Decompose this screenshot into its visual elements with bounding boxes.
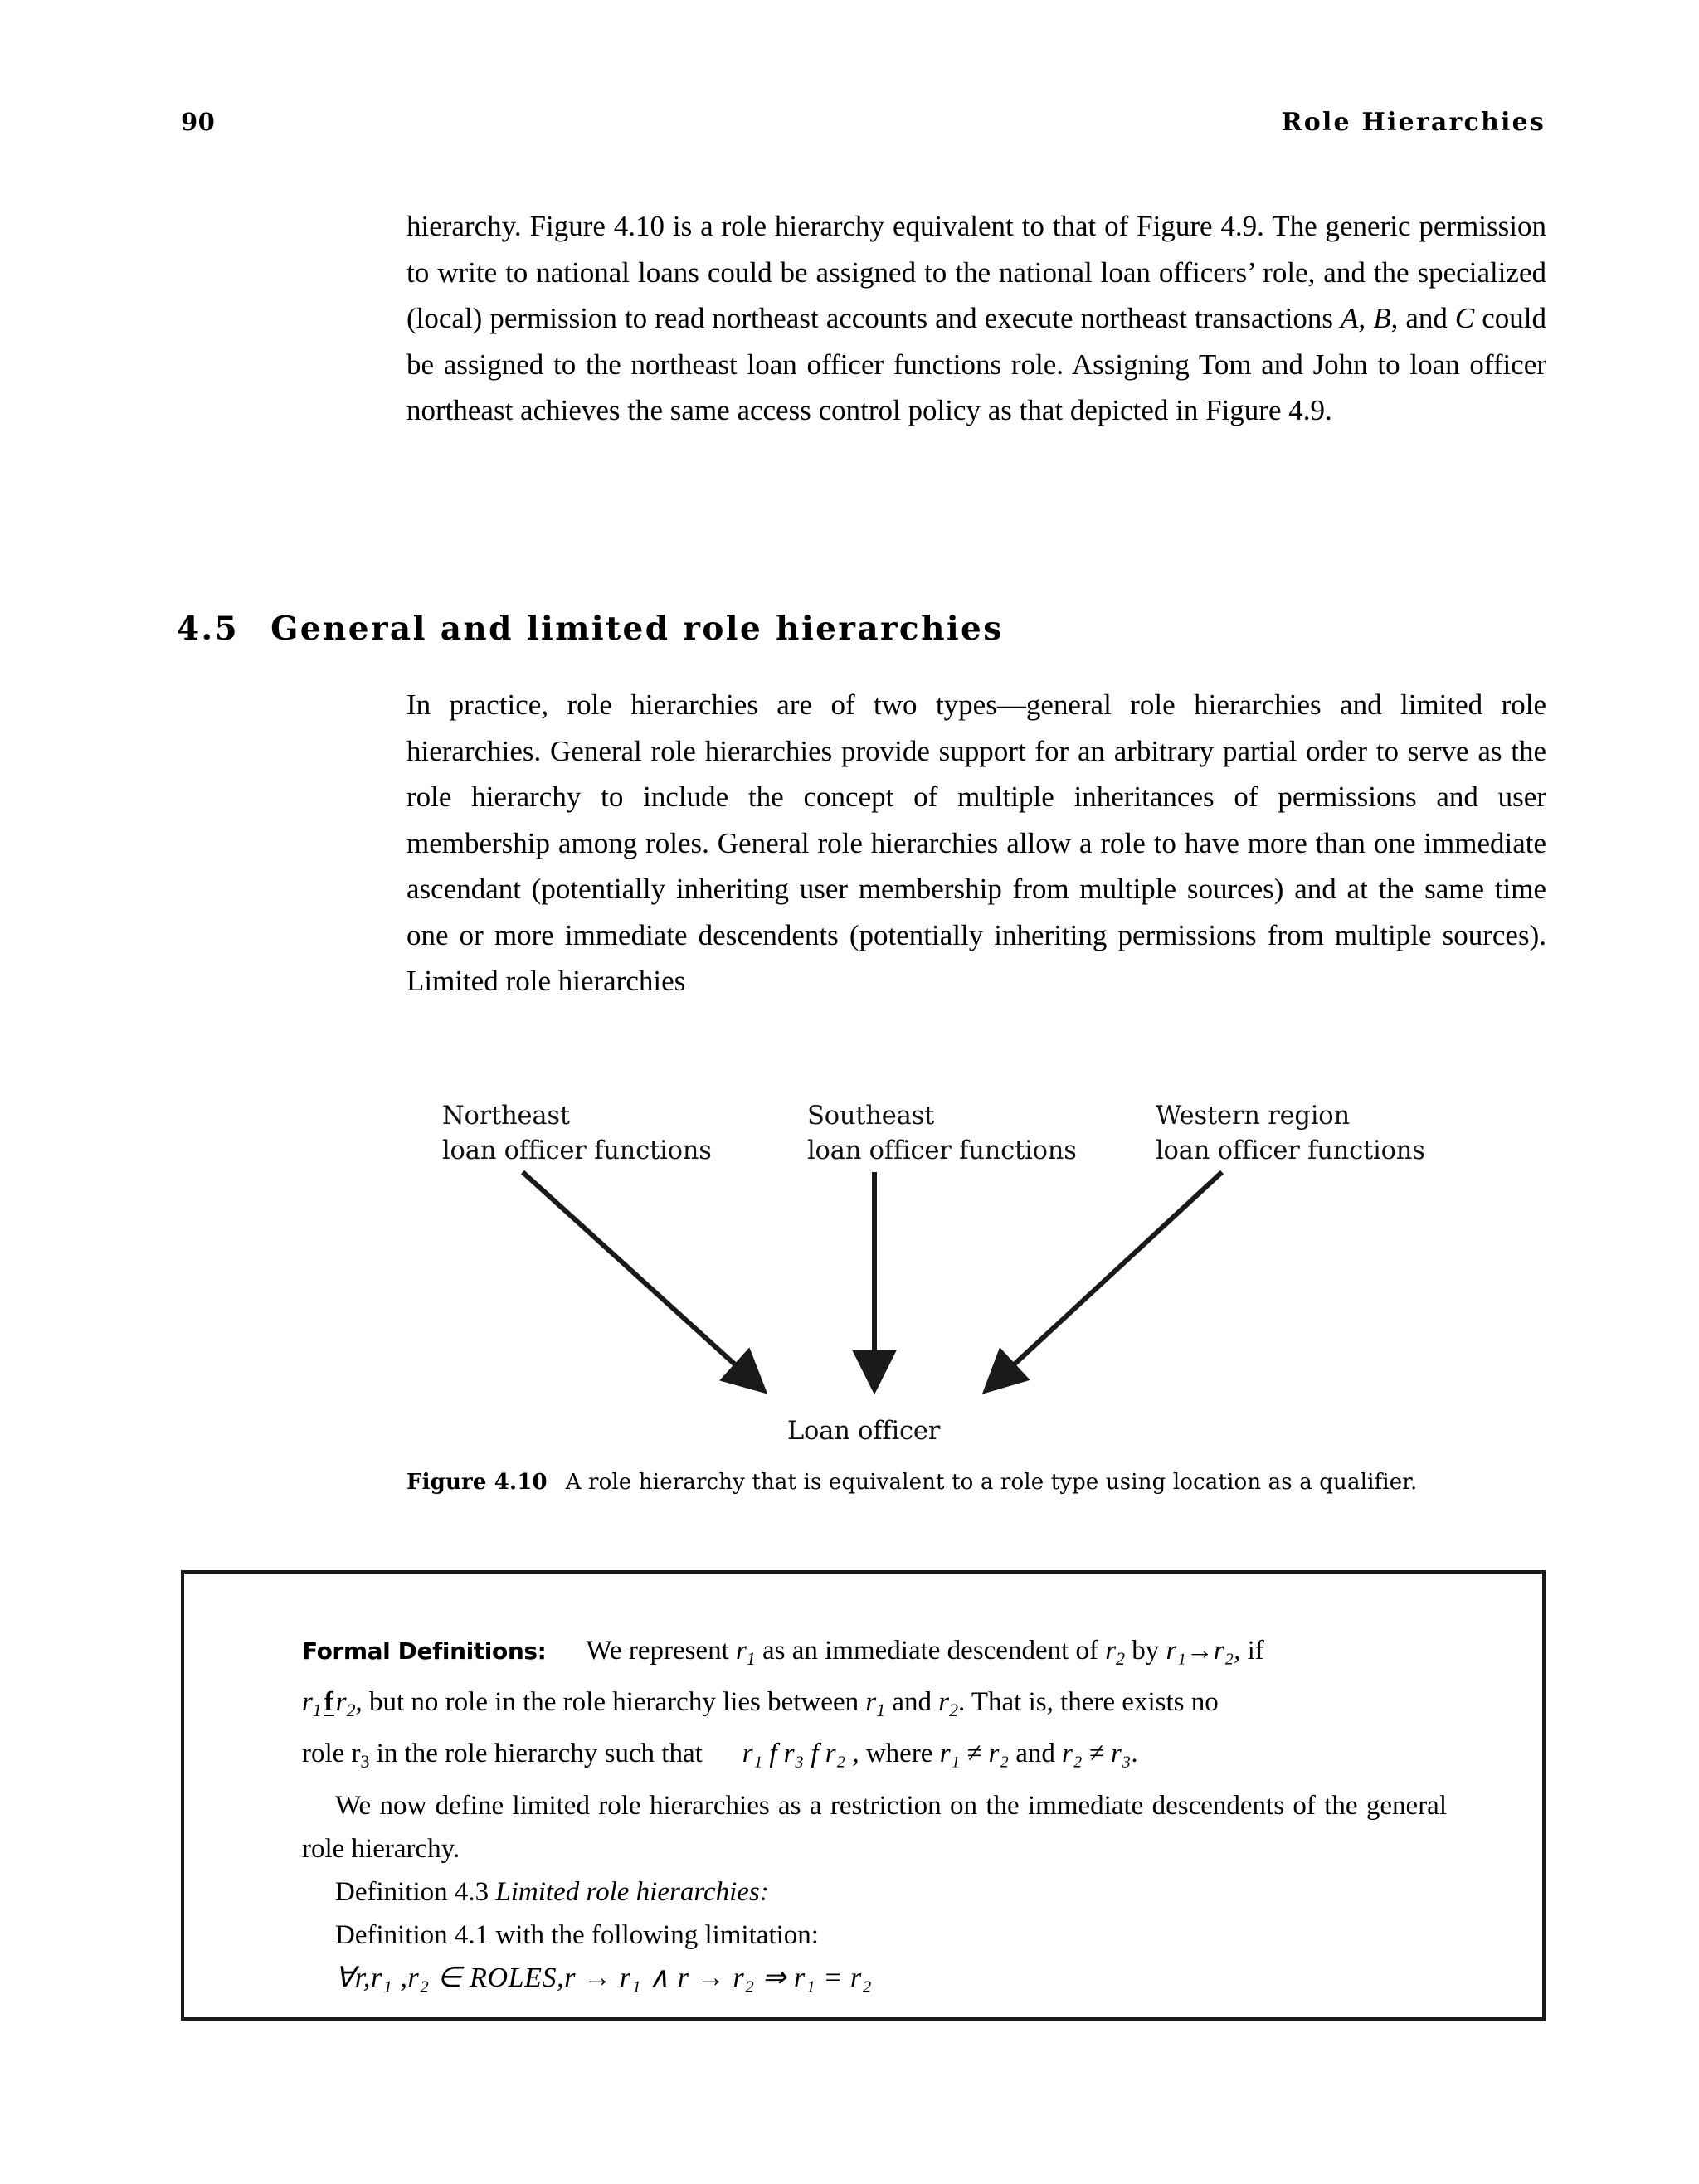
fd-line2-r2-sub: 2 [346, 1700, 356, 1721]
figure-node-loan-officer: Loan officer [787, 1417, 941, 1446]
fd-line3-inequality-2: r₂ ≠ r₃ [1062, 1739, 1132, 1769]
fd-line2-r2b-sub: 2 [949, 1700, 958, 1721]
definition-4-3-line [302, 1870, 1447, 1914]
fd-line2-r2b: r [938, 1687, 950, 1718]
transaction-b: B [1373, 302, 1391, 334]
fd-limited-text: We now define limited role hierarchies as a restriction on the immediate descendents of the general role hierarchy. [302, 1790, 1447, 1864]
intro-paragraph [406, 203, 1546, 434]
fd-line2-r2: r [335, 1687, 347, 1718]
fd-line2-text-c: . That is, there exists no [957, 1687, 1219, 1718]
transaction-a: A [1341, 302, 1359, 334]
page-number: 90 [181, 108, 216, 136]
figure-node-northeast-line2: loan officer functions [442, 1136, 712, 1165]
intro-text-part-3: , and [1390, 302, 1455, 334]
formal-definitions-box [181, 1570, 1546, 2021]
figure-caption [406, 1467, 1546, 1498]
section-body-paragraph: In practice, role hierarchies are of two types—general role hierarchies and limited role hierarchies. General role hierarchies provide support for an arbitrary partial order to serve as the role hierarchy to include the concept of multiple inheritances of permissions and user membership among roles. General role hierarchies allow a role to have more than one immediate ascendant (potentially inheriting user membership from multiple sources) and at the same time one or more immediate descendents (potentially inheriting permissions from multiple sources). Limited role hierarchies [406, 688, 1546, 997]
figure-node-western-line2: loan officer functions [1156, 1136, 1425, 1165]
figure-node-western [1156, 1099, 1425, 1169]
running-header [181, 108, 1546, 149]
fd-line3-text-b: in the role hierarchy such that [369, 1739, 703, 1769]
figure-node-western-line1: Western region [1156, 1102, 1350, 1131]
fd-line2-text-b: and [885, 1687, 939, 1718]
figure-caption-label: Figure 4.10 [406, 1470, 548, 1495]
intro-text-part-2: , [1358, 302, 1374, 334]
definition-4-1-line [302, 1914, 1447, 1957]
edge-western-to-loan-officer [987, 1172, 1222, 1389]
formal-definitions-content [302, 1629, 1447, 2000]
definition-41-text: Definition 4.1 with the following limitation: [335, 1919, 819, 1950]
formal-definitions-line-3 [302, 1732, 1447, 1783]
section-body-container [406, 682, 1546, 1004]
definition-43-title: Limited role hierarchies: [495, 1876, 769, 1907]
fd-line3-r3-sub: 3 [360, 1752, 370, 1773]
fd-line1-text-a: We represent [586, 1636, 737, 1666]
formal-definitions-line-1 [302, 1629, 1447, 1681]
fd-line1-text-b: as an immediate descendent of [755, 1636, 1106, 1666]
figure-node-southeast-line2: loan officer functions [807, 1136, 1077, 1165]
figure-caption-text: A role hierarchy that is equivalent to a role type using location as a qualifier. [565, 1470, 1418, 1495]
fd-line1-r1-sub: 1 [746, 1649, 756, 1670]
fd-line3-text-a: role r [302, 1739, 361, 1769]
figure-node-southeast-line1: Southeast [807, 1102, 935, 1131]
fd-line2-text-a: , but no role in the role hierarchy lies between [355, 1687, 866, 1718]
fd-line1-r1: r [736, 1636, 747, 1666]
formal-definitions-limited-paragraph [302, 1784, 1447, 1870]
figure-node-northeast [442, 1099, 712, 1169]
intro-text-part-4: could be assigned to the northeast loan officer functions role. Assigning Tom and John to loan officer northeast achieves the same access control policy as that depicted in Figure 4.9. [406, 302, 1546, 426]
transaction-c: C [1454, 302, 1475, 334]
intro-text-part-1: hierarchy. Figure 4.10 is a role hierarchy equivalent to that of Figure 4.9. The generic permission to write to national loans could be assigned to the national loan officers’ role, and the specialized (local) permission to read northeast accounts and execute northeast transactions [406, 210, 1546, 334]
fd-line2-r1-sub: 1 [312, 1700, 322, 1721]
fd-line2-r1b-sub: 1 [876, 1700, 886, 1721]
limitation-formula: ∀r,r₁ ,r₂ ∈ ROLES,r → r₁ ∧ r → r₂ ⇒ r₁ = r₂ [335, 1962, 873, 1993]
figure-node-northeast-line1: Northeast [442, 1102, 570, 1131]
formal-definitions-line-2 [302, 1681, 1447, 1732]
edge-northeast-to-loan-officer [523, 1172, 762, 1389]
fd-line1-text-d: if [1240, 1636, 1264, 1666]
header-title: Role Hierarchies [1281, 108, 1546, 137]
formal-definitions-label: Formal Definitions: [302, 1637, 547, 1665]
fd-line2-r1: r [302, 1687, 313, 1718]
definition-43-label: Definition 4.3 [335, 1876, 496, 1907]
section-heading [177, 610, 1004, 648]
fd-line1-r2-sub: 2 [1116, 1649, 1125, 1670]
figure-node-southeast [807, 1099, 1077, 1169]
fd-line3-expression: r₁ f r₃ f r₂ , [742, 1739, 859, 1769]
fd-line1-r2: r [1105, 1636, 1117, 1666]
intro-paragraph-container [406, 203, 1546, 434]
fd-line3-inequality-1: r₁ ≠ r₂ [939, 1739, 1009, 1769]
fd-line2-r1b: r [865, 1687, 877, 1718]
fd-line3-text-d: and [1008, 1739, 1063, 1769]
figure-role-hierarchy [181, 1091, 1546, 1447]
fd-line3-text-e: . [1131, 1739, 1138, 1769]
limitation-formula-line [302, 1957, 1447, 2000]
succeeds-symbol: f [324, 1687, 333, 1718]
fd-line1-text-c: by [1125, 1636, 1166, 1666]
fd-line1-relation: r₁→r₂, [1166, 1636, 1241, 1666]
section-title: General and limited role hierarchies [270, 610, 1004, 648]
fd-line3-text-c: where [859, 1739, 940, 1769]
section-number: 4.5 [177, 610, 240, 648]
